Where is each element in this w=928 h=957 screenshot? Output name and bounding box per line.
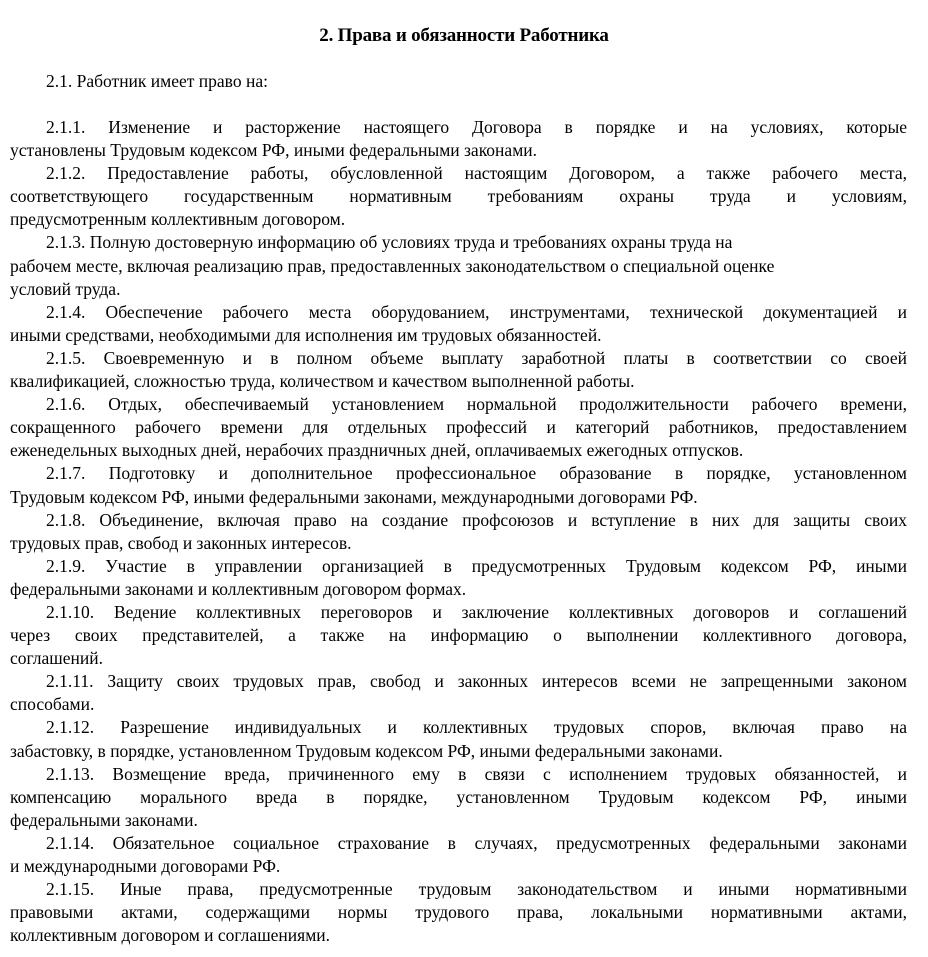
rights-item-line: установлены Трудовым кодексом РФ, иными федеральными законами. xyxy=(10,140,538,161)
intro-paragraph: 2.1. Работник имеет право на: xyxy=(46,71,268,91)
rights-item xyxy=(10,763,907,832)
rights-item-line: еженедельных выходных дней, нерабочих праздничных дней, оплачиваемых ежегодных отпусков. xyxy=(10,440,744,461)
rights-item xyxy=(10,116,907,162)
rights-item-line: 2.1.10. Ведение коллективных переговоров и заключение коллективных договоров и соглашений xyxy=(46,601,907,622)
rights-item-line: сокращенного рабочего времени для отдельных профессий и категорий работников, предоставлением xyxy=(10,417,907,438)
section-title: 2. Права и обязанности Работника xyxy=(319,25,609,46)
rights-list xyxy=(10,116,907,947)
rights-item xyxy=(10,509,907,555)
rights-item-line: 2.1.9. Участие в управлении организацией в предусмотренных Трудовым кодексом РФ, иными xyxy=(46,555,907,576)
rights-item-line: коллективным договором и соглашениями. xyxy=(10,925,331,946)
rights-item xyxy=(10,670,907,716)
rights-item-line: предусмотренным коллективным договором. xyxy=(10,209,346,230)
rights-item xyxy=(10,601,907,670)
rights-item-line: забастовку, в порядке, установленном Трудовым кодексом РФ, иными федеральными законами. xyxy=(10,740,723,761)
rights-item-line: иными средствами, необходимыми для исполнения им трудовых обязанностей. xyxy=(10,324,602,345)
rights-item-line: компенсацию морального вреда в порядке, установленном Трудовым кодексом РФ, иными xyxy=(10,786,907,807)
rights-item xyxy=(10,555,907,601)
rights-item-line: рабочем месте, включая реализацию прав, предоставленных законодательством о специальной оценке xyxy=(10,255,775,276)
rights-item-line: 2.1.1. Изменение и расторжение настоящего Договора в порядке и на условиях, которые xyxy=(46,117,907,137)
rights-item-line: 2.1.11. Защиту своих трудовых прав, свобод и законных интересов всеми не запрещенными законом xyxy=(46,671,907,692)
rights-item xyxy=(10,162,907,231)
rights-item-line: и международными договорами РФ. xyxy=(10,856,281,876)
rights-item-line: 2.1.14. Обязательное социальное страхование в случаях, предусмотренных федеральными законами xyxy=(46,832,907,853)
rights-item-line: 2.1.13. Возмещение вреда, причиненного ему в связи с исполнением трудовых обязанностей, и xyxy=(46,763,907,784)
rights-item-line: 2.1.7. Подготовку и дополнительное профессиональное образование в порядке, установленном xyxy=(46,463,907,484)
rights-item xyxy=(10,878,907,947)
rights-item xyxy=(10,832,907,878)
rights-item-line: 2.1.3. Полную достоверную информацию об условиях труда и требованиях охраны труда на xyxy=(46,232,733,253)
rights-item-line: федеральными законами и коллективным договором формах. xyxy=(10,578,467,599)
rights-item xyxy=(10,716,907,762)
rights-item-line: способами. xyxy=(10,694,95,715)
rights-item-line: 2.1.4. Обеспечение рабочего места оборудованием, инструментами, технической документацией и xyxy=(46,301,907,322)
rights-item xyxy=(10,301,907,347)
rights-item-line: через своих представителей, а также на информацию о выполнении коллективного договора, xyxy=(10,625,907,646)
rights-item-line: 2.1.5. Своевременную и в полном объеме выплату заработной платы в соответствии со своей xyxy=(46,347,907,368)
rights-item-line: федеральными законами. xyxy=(10,809,198,830)
rights-item xyxy=(10,231,907,300)
rights-item-line: 2.1.6. Отдых, обеспечиваемый установлением нормальной продолжительности рабочего времени, xyxy=(46,394,907,415)
rights-item xyxy=(10,462,907,508)
rights-item-line: 2.1.15. Иные права, предусмотренные трудовым законодательством и иными нормативными xyxy=(46,879,907,900)
rights-item xyxy=(10,393,907,462)
rights-item xyxy=(10,347,907,393)
rights-item-line: соответствующего государственным нормативным требованиям охраны труда и условиям, xyxy=(10,186,907,207)
rights-item-line: условий труда. xyxy=(10,278,121,299)
rights-item-line: квалификацией, сложностью труда, количеством и качеством выполненной работы. xyxy=(10,371,635,392)
rights-item-line: правовыми актами, содержащими нормы трудового права, локальными нормативными актами, xyxy=(10,902,907,923)
rights-item-line: 2.1.2. Предоставление работы, обусловленной настоящим Договором, а также рабочего места, xyxy=(46,163,907,184)
rights-item-line: трудовых прав, свобод и законных интересов. xyxy=(10,532,352,553)
rights-item-line: Трудовым кодексом РФ, иными федеральными законами, международными договорами РФ. xyxy=(10,486,698,507)
rights-item-line: 2.1.12. Разрешение индивидуальных и коллективных трудовых споров, включая право на xyxy=(46,717,907,738)
rights-item-line: 2.1.8. Объединение, включая право на создание профсоюзов и вступление в них для защиты своих xyxy=(46,509,907,530)
rights-item-line: соглашений. xyxy=(10,648,104,669)
